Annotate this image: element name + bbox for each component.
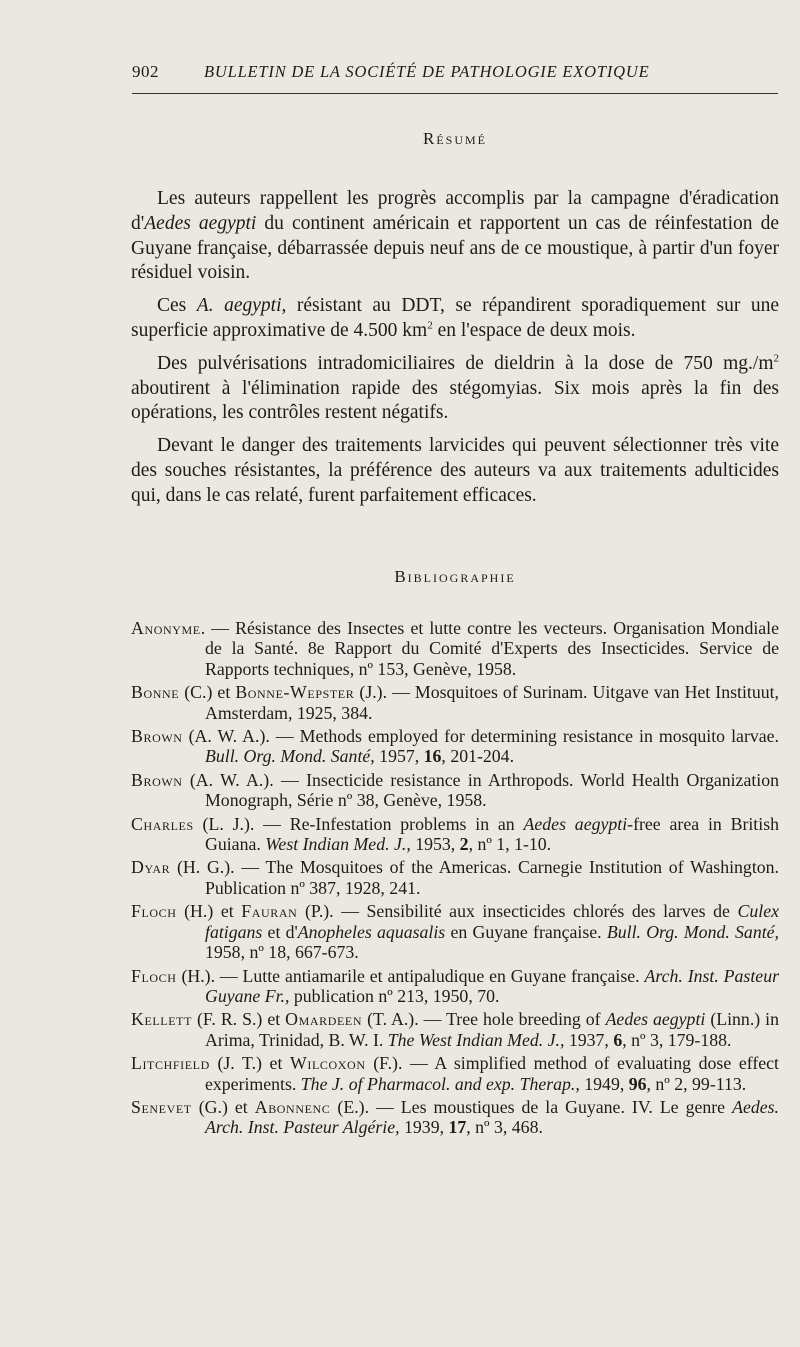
resume-paragraph-4: Devant le danger des traitements larvicides qui peuvent sélectionner très vite des souches résistantes, la préférence des auteurs va aux traitements adulticides qui, dans le cas relaté, furent parfaitement efficaces.: [131, 435, 779, 506]
running-header: [132, 62, 778, 92]
header-rule: [132, 93, 778, 94]
reference-entry: Floch (H.). — Lutte antiamarile et antipaludique en Guyane française. Arch. Inst. Pasteur Guyane Fr., publication nº 213, 1950, 70.: [131, 965, 779, 1006]
bibliography-heading: Bibliographie: [394, 567, 516, 586]
reference-entry: Senevet (G.) et Abonnenc (E.). — Les moustiques de la Guyane. IV. Le genre Aedes. Arch. Inst. Pasteur Algérie, 1939, 17, nº 3, 468.: [131, 1096, 779, 1138]
reference-entry: Kellett (F. R. S.) et Omardeen (T. A.). — Tree hole breeding of Aedes aegypti (Linn.) in Arima, Trinidad, B. W. I. The West Indian Med. J., 1937, 6, nº 3, 179-188.: [131, 1009, 779, 1050]
journal-title: BULLETIN DE LA SOCIÉTÉ DE PATHOLOGIE EXOTIQUE: [204, 62, 650, 81]
resume-heading: Résumé: [422, 129, 487, 148]
reference-entry: Charles (L. J.). — Re-Infestation problems in an Aedes aegypti-free area in British Guiana. West Indian Med. J., 1953, 2, nº 1, 1-10.: [131, 813, 779, 855]
resume-paragraph-3: Des pulvérisations intradomiciliaires de dieldrin à la dose de 750 $mg./m^2$ aboutirent à l'élimination rapide des stégomyias. Six mois après la fin des opérations, les contrôles restent négatifs.: [131, 352, 779, 424]
reference-entry: Bonne (C.) et Bonne-Wepster (J.). — Mosquitoes of Surinam. Uitgave van Het Instituut, Amsterdam, 1925, 384.: [131, 682, 779, 723]
reference-entry: Anonyme. — Résistance des Insectes et lutte contre les vecteurs. Organisation Mondiale de la Santé. 8e Rapport du Comité d'Experts des Insecticides. Service de Rapports techniques, nº 153, Genève, 1958.: [131, 618, 779, 679]
reference-list: [131, 618, 779, 1141]
resume-paragraph-2: Ces A. aegypti, résistant au DDT, se répandirent sporadiquement sur une superficie approximative de 4.500 $km^2$ en l'espace de deux mois.: [131, 295, 780, 341]
page-number: 902: [132, 62, 159, 81]
reference-entry: Floch (H.) et Fauran (P.). — Sensibilité aux insecticides chlorés des larves de Culex fatigans et d'Anopheles aquasalis en Guyane française. Bull. Org. Mond. Santé, 1958, nº 18, 667-673.: [131, 901, 779, 963]
resume-body: [131, 187, 779, 517]
reference-entry: Brown (A. W. A.). — Methods employed for determining resistance in mosquito larvae. Bull. Org. Mond. Santé, 1957, 16, 201-204.: [131, 726, 779, 767]
reference-entry: Litchfield (J. T.) et Wilcoxon (F.). — A simplified method of evaluating dose effect experiments. The J. of Pharmacol. and exp. Therap., 1949, 96, nº 2, 99-113.: [131, 1053, 779, 1094]
reference-entry: Dyar (H. G.). — The Mosquitoes of the Americas. Carnegie Institution of Washington. Publication nº 387, 1928, 241.: [131, 857, 779, 898]
reference-entry: Brown (A. W. A.). — Insecticide resistance in Arthropods. World Health Organization Monograph, Série nº 38, Genève, 1958.: [131, 769, 779, 811]
resume-paragraph-1: Les auteurs rappellent les progrès accomplis par la campagne d'éradication d'Aedes aegypti du continent américain et rapportent un cas de réinfestation de Guyane française, débarrassée depuis neuf ans de ce moustique, à partir d'un foyer résiduel voisin.: [131, 188, 779, 284]
